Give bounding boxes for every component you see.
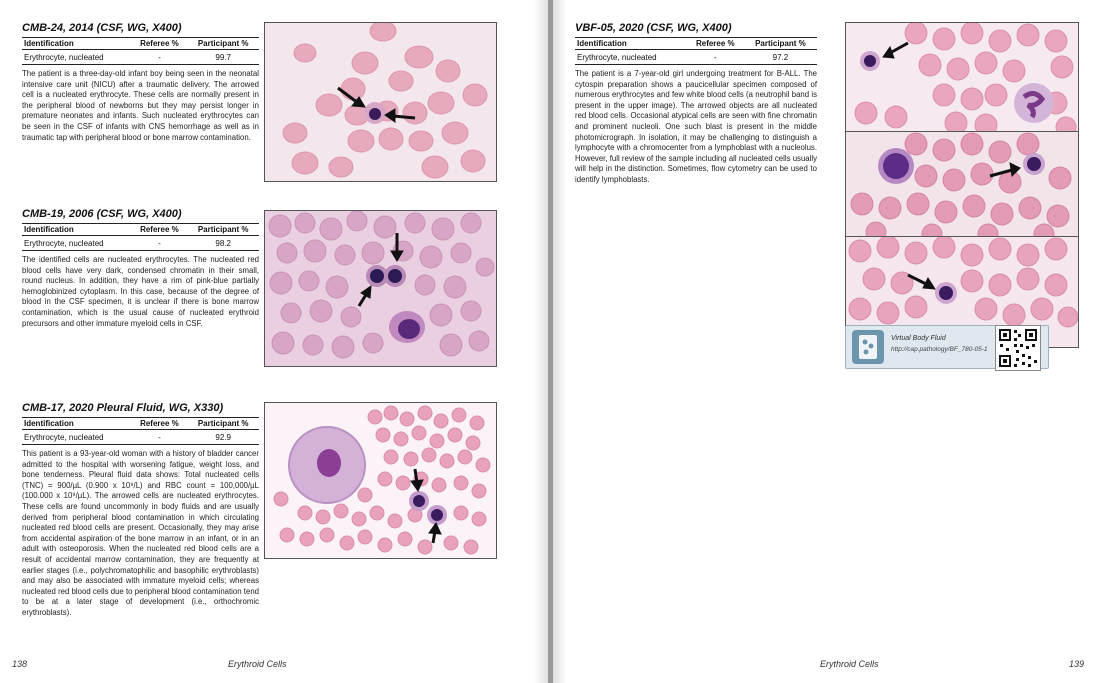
case-vbf-05 bbox=[575, 22, 817, 186]
running-footer: Erythroid Cells bbox=[820, 659, 879, 669]
case-description: The patient is a 7-year-old girl undergoing treatment for B-ALL. The cytospin preparation shows a paucicellular specimen composed of numerous erythrocytes and few white blood cells (a neutrophil band is present in the upper image). The arrowed objects are all nucleated red blood cells. Occasional atypical cells are seen with fine chromatin and prominent nucleoli. One such blast is present in the middle photomicrograph. In isolation, it may be challenging to distinguish a lymphocyte with a chromocenter from a lymphoblast with a nucleolus. However, full review of the sample including all nucleated cells usually will help in the distinction. Sometimes, flow cytometry can be used to identify lymphoblasts. bbox=[575, 69, 817, 184]
cell-identification: Erythrocyte, nucleated bbox=[22, 430, 131, 445]
left-page bbox=[0, 0, 548, 683]
col-identification: Identification bbox=[575, 38, 687, 50]
qr-code-icon[interactable] bbox=[995, 325, 1041, 371]
col-participant: Participant % bbox=[187, 224, 259, 236]
cell-identification: Erythrocyte, nucleated bbox=[575, 50, 687, 65]
page-number: 138 bbox=[12, 659, 28, 669]
col-identification: Identification bbox=[22, 418, 131, 430]
col-participant: Participant % bbox=[187, 418, 259, 430]
col-participant: Participant % bbox=[744, 38, 817, 50]
cell-referee: - bbox=[131, 50, 187, 65]
micrograph-cmb-24 bbox=[264, 22, 497, 182]
micrograph-vbf-05-middle bbox=[845, 131, 1079, 237]
identification-table bbox=[22, 223, 259, 251]
case-title: CMB-17, 2020 Pleural Fluid, WG, X330) bbox=[22, 402, 224, 414]
virtual-panel-link[interactable]: http://cap.pathology/BF_780-05-1 bbox=[891, 346, 988, 353]
col-referee: Referee % bbox=[131, 418, 187, 430]
table-row bbox=[22, 50, 259, 65]
col-referee: Referee % bbox=[687, 38, 744, 50]
cell-identification: Erythrocyte, nucleated bbox=[22, 50, 131, 65]
spine-shadow bbox=[534, 0, 548, 683]
case-description: The patient is a three-day-old infant boy being seen in the neonatal intensive care unit (NICU) after a traumatic delivery. The arrowed cell is a nucleated erythrocyte. These cells are normally present in the peripheral blood of newborns but they may persist longer in premature neonates and infants. Such nucleated erythrocytes can be seen in the CSF of infants with CNS hemorrhage as well as in traumatic tap with peripheral blood or bone marrow contamination. bbox=[22, 69, 259, 142]
case-cmb-19 bbox=[22, 208, 259, 329]
micrograph-vbf-05-top bbox=[845, 22, 1079, 132]
spine-shadow bbox=[553, 0, 567, 683]
cell-identification: Erythrocyte, nucleated bbox=[22, 236, 131, 251]
cell-referee: - bbox=[687, 50, 744, 65]
identification-table bbox=[22, 417, 259, 445]
col-referee: Referee % bbox=[131, 38, 187, 50]
identification-table bbox=[22, 37, 259, 65]
col-referee: Referee % bbox=[131, 224, 187, 236]
case-title: CMB-24, 2014 (CSF, WG, X400) bbox=[22, 22, 182, 34]
case-description: This patient is a 93-year-old woman with a history of bladder cancer admitted to the hospital with worsening fatigue, weight loss, and bone tenderness. Pleural fluid data shows: Total nucleated cells (TNC) = 900/µL (0.900 x 10⁹/L) and RBC count = 100,000/µL (100.000 x 10⁹/µL). The arrowed cells are nucleated erythrocytes. These cells are found uncommonly in body fluids and are usually derived from peripheral blood contamination in which circulating nucleated red blood cells are present. Occasionally, they may arise from accidental aspiration of the bone marrow in an infant, or in an adult with osteoporosis. When the nucleated red blood cells are a result of accidental marrow contamination, they are frequently at earlier stages (i.e., polychromatophilic and basophilic erythroblasts) and may also be associated with immature myeloid cells; whereas nucleated red blood cells due to peripheral blood contamination tend to be at a later stage of development (i.e., orthochromic erythroblasts). bbox=[22, 449, 259, 617]
right-page bbox=[553, 0, 1100, 683]
cell-participant: 99.7 bbox=[187, 50, 259, 65]
table-row bbox=[575, 50, 817, 65]
identification-table bbox=[575, 37, 817, 65]
case-title: VBF-05, 2020 (CSF, WG, X400) bbox=[575, 22, 732, 34]
micrograph-cmb-17 bbox=[264, 402, 497, 559]
cell-participant: 92.9 bbox=[187, 430, 259, 445]
col-participant: Participant % bbox=[187, 38, 259, 50]
cell-participant: 97.2 bbox=[744, 50, 817, 65]
cell-referee: - bbox=[131, 430, 187, 445]
cell-participant: 98.2 bbox=[187, 236, 259, 251]
micrograph-cmb-19 bbox=[264, 210, 497, 367]
table-row bbox=[22, 430, 259, 445]
case-description: The identified cells are nucleated erythrocytes. The nucleated red blood cells have very dark, condensed chromatin in their small, round nucleus. In addition, they have a rim of pink-blue partially hemoglobinized cytoplasm. In this case, because of the degree of blood in the CSF specimen, it is unclear if there is bone marrow contamination, which is the usual cause of nucleated erythroid precursors and other immature myeloid cells in CSF. bbox=[22, 255, 259, 328]
case-cmb-24 bbox=[22, 22, 259, 143]
table-row bbox=[22, 236, 259, 251]
col-identification: Identification bbox=[22, 38, 131, 50]
virtual-panel-title: Virtual Body Fluid bbox=[891, 335, 946, 342]
running-footer: Erythroid Cells bbox=[228, 659, 287, 669]
case-title: CMB-19, 2006 (CSF, WG, X400) bbox=[22, 208, 182, 220]
virtual-slide-icon bbox=[852, 330, 884, 364]
col-identification: Identification bbox=[22, 224, 131, 236]
cell-referee: - bbox=[131, 236, 187, 251]
case-cmb-17 bbox=[22, 402, 259, 619]
page-number: 139 bbox=[1069, 659, 1085, 669]
